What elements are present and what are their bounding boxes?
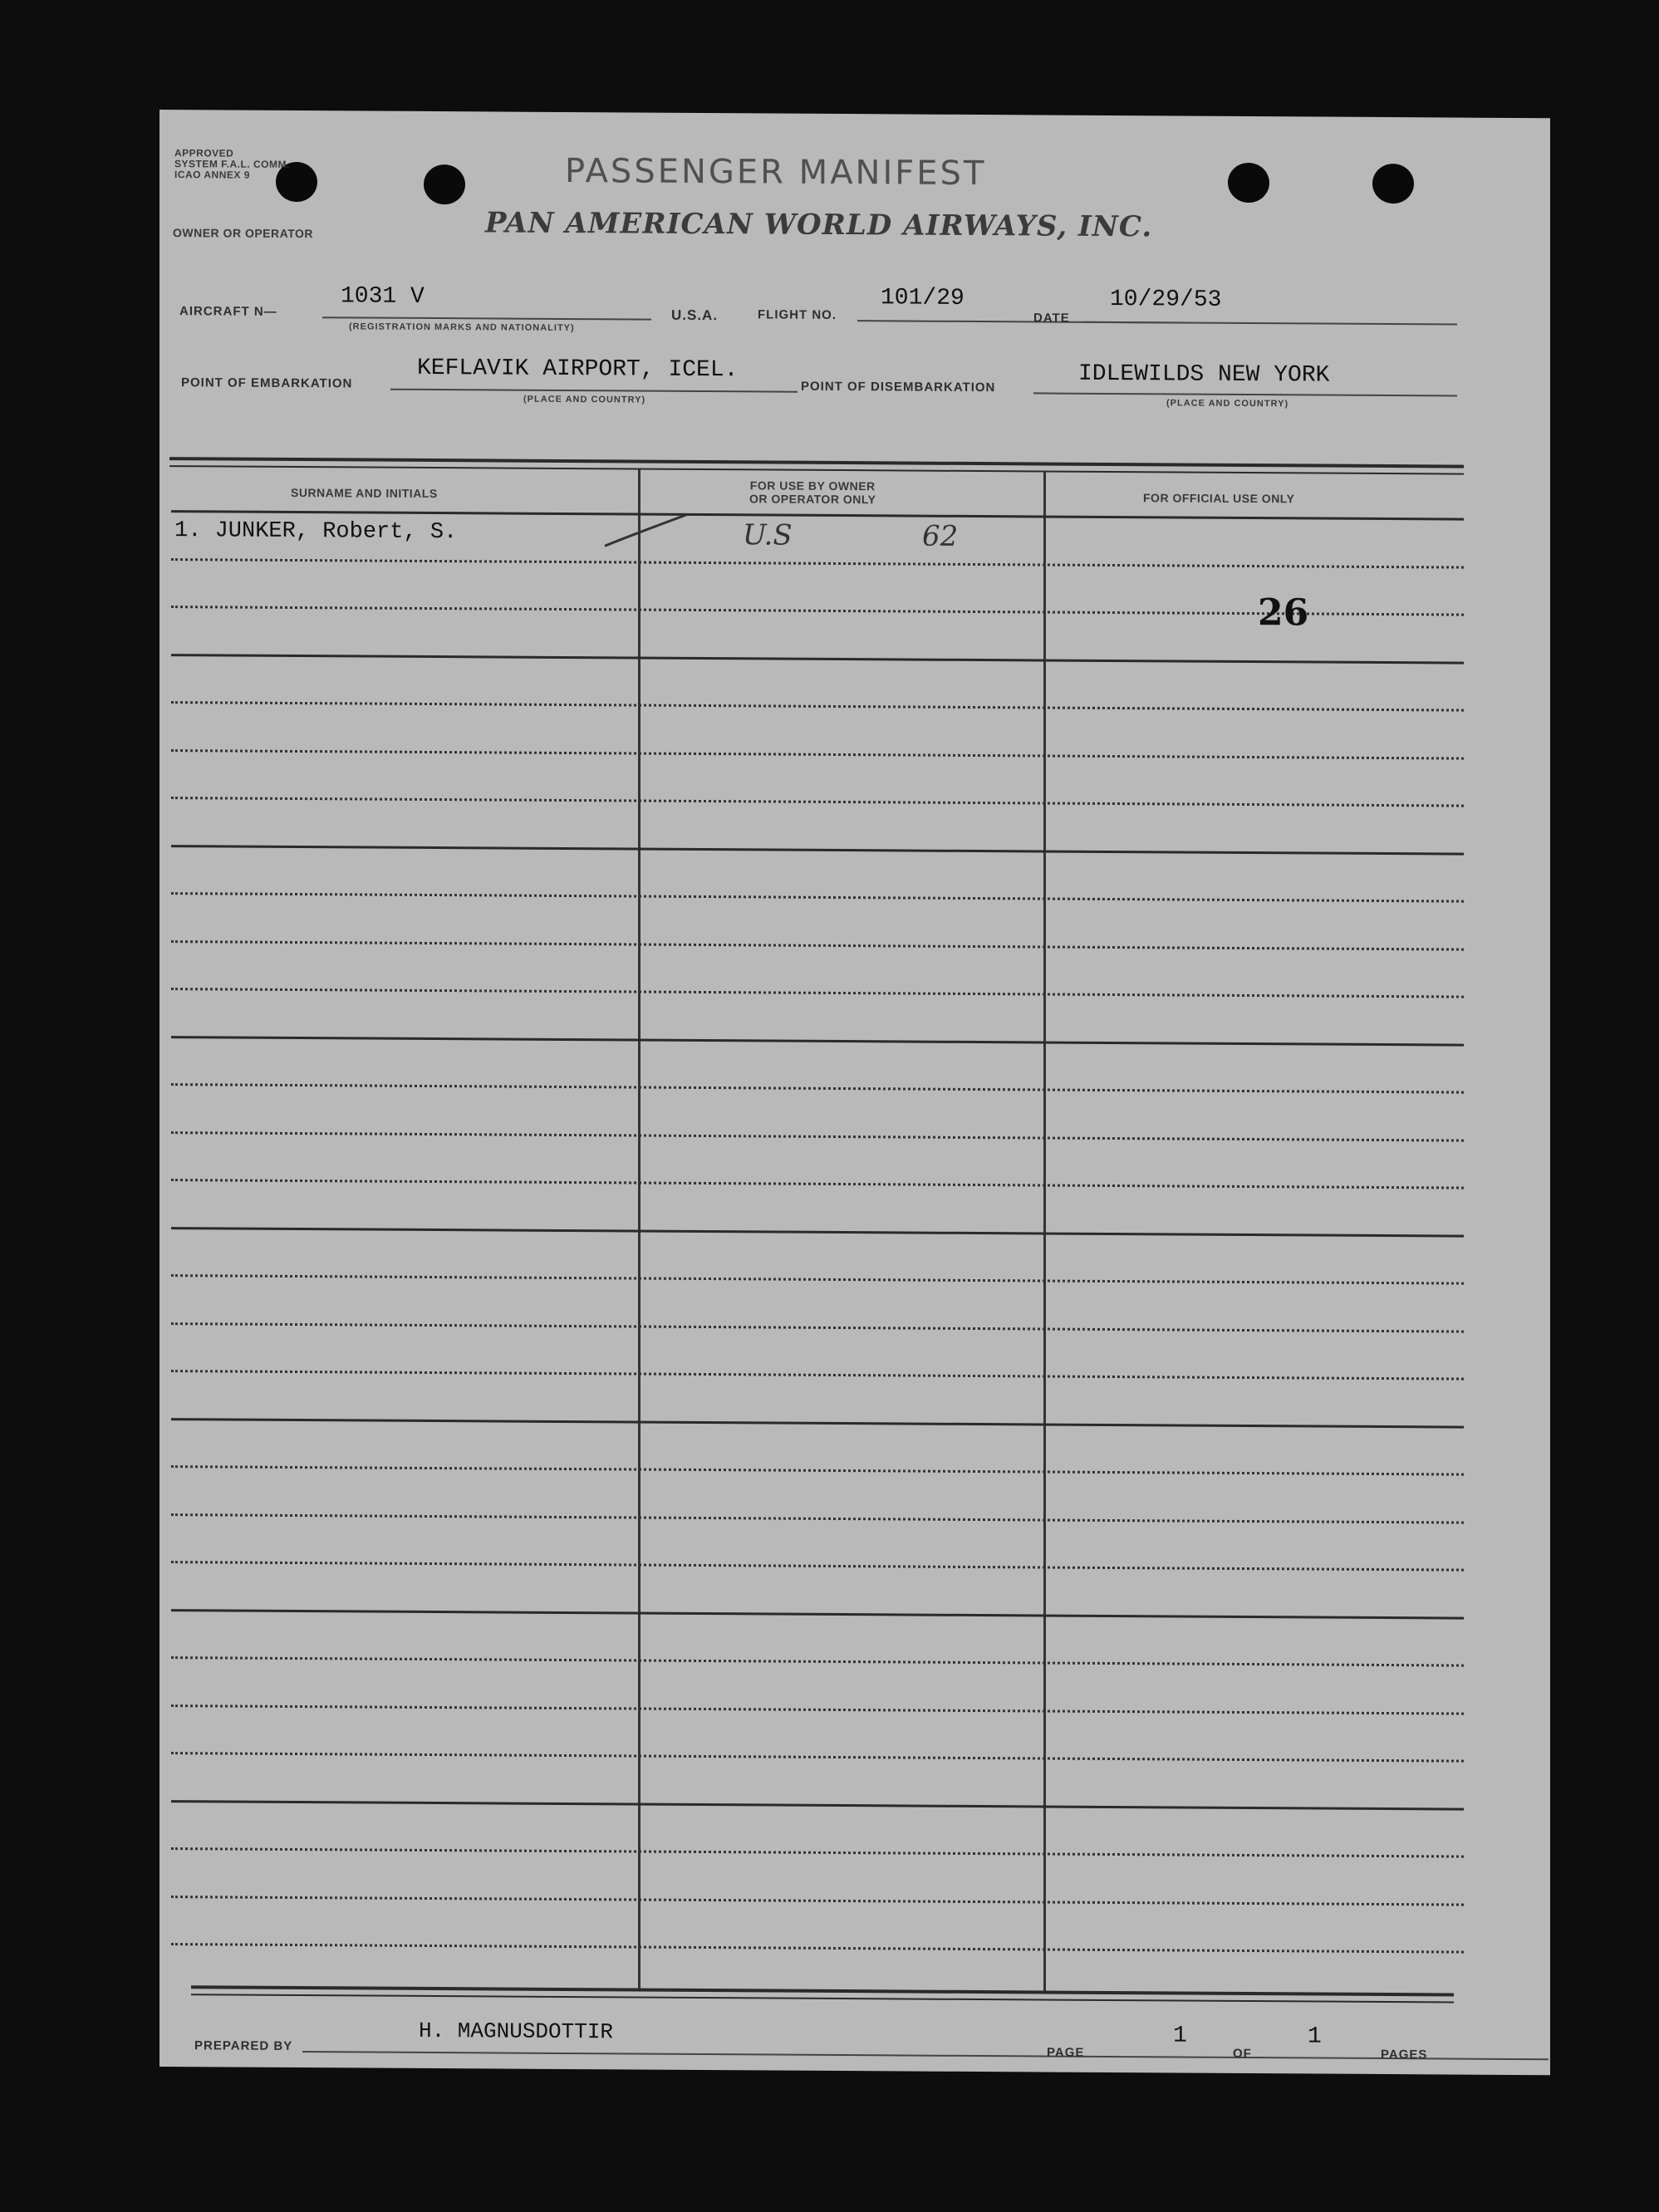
table-row-rule — [171, 1274, 1464, 1285]
table-row-rule — [171, 1609, 1464, 1620]
col2-header — [749, 478, 876, 506]
date-label: DATE — [1033, 311, 1070, 326]
table-row-rule — [171, 1896, 1464, 1906]
page-label: PAGE — [1047, 2045, 1085, 2060]
column-divider — [638, 470, 641, 1989]
aircraft-underline — [322, 316, 651, 320]
owner-note-2: 62 — [922, 519, 959, 553]
passenger-name: 1. JUNKER, Robert, S. — [174, 518, 458, 546]
table-row-rule — [171, 1227, 1464, 1238]
table-row-rule — [171, 1465, 1464, 1476]
prepared-value: H. MAGNUSDOTTIR — [419, 2018, 614, 2045]
table-row-rule — [171, 797, 1464, 807]
table-row-rule — [171, 1083, 1464, 1094]
page-value: 1 — [1173, 2023, 1187, 2049]
table-row-rule — [171, 988, 1464, 998]
page-title: PASSENGER MANIFEST — [565, 151, 987, 194]
table-row-rule — [171, 1943, 1464, 1954]
table-row-rule — [171, 1513, 1464, 1524]
flight-value: 101/29 — [881, 285, 964, 311]
date-value: 10/29/53 — [1110, 286, 1222, 313]
table-row-rule — [171, 1179, 1464, 1189]
col2-header-line: OR OPERATOR ONLY — [749, 492, 876, 507]
manifest-sheet — [160, 110, 1550, 2075]
of-label: OF — [1233, 2046, 1252, 2062]
punch-hole — [1228, 163, 1269, 203]
approval-block — [174, 148, 290, 181]
table-row-rule — [171, 1036, 1464, 1047]
table-row-rule — [171, 1561, 1464, 1572]
flight-label: FLIGHT NO. — [758, 307, 837, 322]
col2-header-line: FOR USE BY OWNER — [749, 478, 876, 493]
table-row-rule — [171, 1656, 1464, 1667]
embark-label: POINT OF EMBARKATION — [181, 375, 353, 391]
table-row-rule — [171, 892, 1464, 903]
prepared-label: PREPARED BY — [194, 2038, 293, 2053]
table-row-rule — [171, 940, 1464, 951]
table-row-rule — [171, 1800, 1464, 1811]
of-value: 1 — [1308, 2023, 1322, 2050]
embark-value: KEFLAVIK AIRPORT, ICEL. — [417, 355, 739, 384]
table-row-rule — [171, 558, 1464, 569]
disembark-caption: (PLACE AND COUNTRY) — [1166, 398, 1289, 410]
pages-label: PAGES — [1381, 2047, 1428, 2062]
table-rules — [160, 110, 1550, 118]
owner-label: OWNER OR OPERATOR — [173, 226, 313, 241]
table-row-rule — [171, 1370, 1464, 1381]
disembark-underline — [1033, 392, 1457, 396]
checkmark-icon — [600, 503, 691, 553]
approval-line: ICAO ANNEX 9 — [174, 169, 250, 181]
col3-header: FOR OFFICIAL USE ONLY — [1143, 491, 1295, 506]
aircraft-label: AIRCRAFT N— — [179, 304, 277, 319]
table-row-rule — [171, 845, 1464, 856]
official-stamp: 26 — [1258, 591, 1309, 635]
approval-line: APPROVED — [174, 147, 234, 159]
table-row-rule — [171, 1704, 1464, 1715]
table-row-rule — [171, 1322, 1464, 1333]
airline-name: PAN AMERICAN WORLD AIRWAYS, INC. — [485, 206, 1153, 244]
disembark-value: IDLEWILDS NEW YORK — [1078, 360, 1330, 389]
embark-caption: (PLACE AND COUNTRY) — [523, 394, 646, 405]
table-row-rule — [171, 1847, 1464, 1858]
table-row-rule — [171, 749, 1464, 760]
owner-note: U.S — [743, 518, 793, 552]
table-row-rule — [171, 1131, 1464, 1142]
aircraft-caption: (REGISTRATION MARKS AND NATIONALITY) — [349, 321, 575, 334]
embark-underline — [390, 389, 798, 393]
table-row-rule — [171, 1752, 1464, 1763]
date-underline — [1083, 321, 1457, 326]
punch-hole — [424, 164, 465, 204]
usa-label: U.S.A. — [671, 307, 719, 324]
table-row-rule — [171, 1418, 1464, 1429]
column-divider — [1043, 472, 1046, 1990]
footer-underline — [302, 2051, 1549, 2060]
punch-hole — [1372, 164, 1414, 204]
table-row-rule — [171, 654, 1464, 665]
aircraft-value: 1031 V — [341, 283, 425, 310]
approval-line: SYSTEM F.A.L. COMM. — [174, 158, 290, 170]
table-row-rule — [171, 701, 1464, 712]
col1-header: SURNAME AND INITIALS — [291, 485, 438, 501]
disembark-label: POINT OF DISEMBARKATION — [801, 379, 996, 395]
